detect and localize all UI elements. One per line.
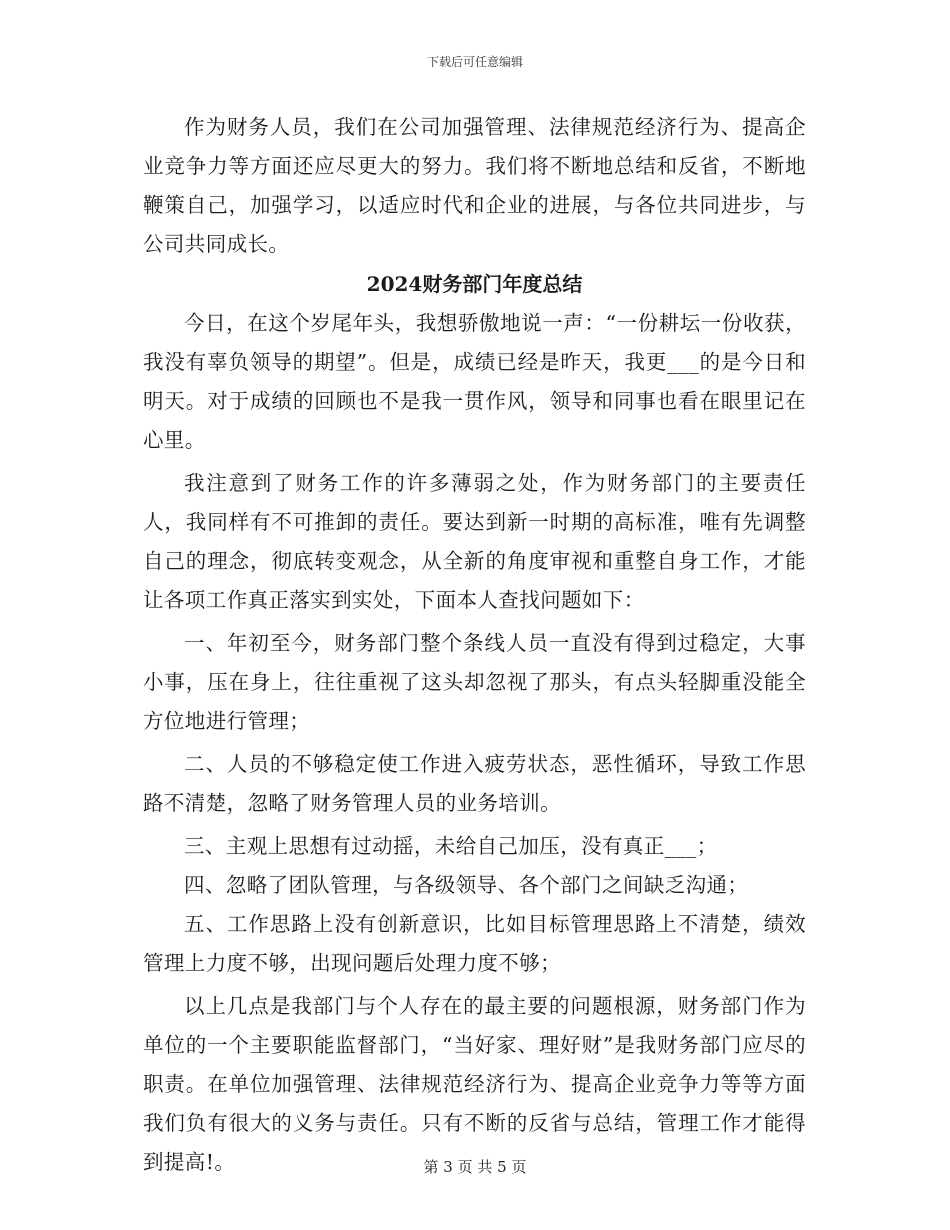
paragraph-1: 今日，在这个岁尾年头，我想骄傲地说一声：“一份耕坛一份收获，我没有辜负领导的期望”。但是，成绩已经是昨天，我更___的是今日和明天。对于成绩的回顾也不是我一贯作风，领导和同事也看在眼里记在心里。 xyxy=(143,311,806,452)
document-body xyxy=(143,108,806,1182)
section-title: 2024财务部门年度总结 xyxy=(366,272,583,296)
issue-item-4: 四、忽略了团队管理，与各级领导、各个部门之间缺乏沟通； xyxy=(184,873,749,897)
page-number: 第 3 页 共 5 页 xyxy=(423,1158,527,1176)
page-header-note: 下载后可任意编辑 xyxy=(426,55,523,69)
issue-item-1: 一、年初至今，财务部门整个条线人员一直没有得到过稳定，大事小事，压在身上，往往重视了这头却忽视了那头，有点头轻脚重没能全方位地进行管理； xyxy=(143,631,806,733)
issue-item-5: 五、工作思路上没有创新意识，比如目标管理思路上不清楚，绩效管理上力度不够，出现问题后处理力度不够； xyxy=(143,912,806,975)
paragraph-2: 我注意到了财务工作的许多薄弱之处，作为财务部门的主要责任人，我同样有不可推卸的责任。要达到新一时期的高标准，唯有先调整自己的理念，彻底转变观念，从全新的角度审视和重整自身工作，才能让各项工作真正落实到实处，下面本人查找问题如下： xyxy=(143,471,806,612)
intro-paragraph: 作为财务人员，我们在公司加强管理、法律规范经济行为、提高企业竞争力等方面还应尽更大的努力。我们将不断地总结和反省，不断地鞭策自己，加强学习，以适应时代和企业的进展，与各位共同进步，与公司共同成长。 xyxy=(143,115,806,256)
issue-item-2: 二、人员的不够稳定使工作进入疲劳状态，恶性循环，导致工作思路不清楚，忽略了财务管理人员的业务培训。 xyxy=(143,752,806,815)
issue-item-3: 三、主观上思想有过动摇，未给自己加压，没有真正___； xyxy=(184,834,718,858)
conclusion-paragraph: 以上几点是我部门与个人存在的最主要的问题根源，财务部门作为单位的一个主要职能监督部门，“当好家、理好财”是我财务部门应尽的职责。在单位加强管理、法律规范经济行为、提高企业竞争力等等方面我们负有很大的义务与责任。只有不断的反省与总结，管理工作才能得到提高!。 xyxy=(143,994,806,1174)
